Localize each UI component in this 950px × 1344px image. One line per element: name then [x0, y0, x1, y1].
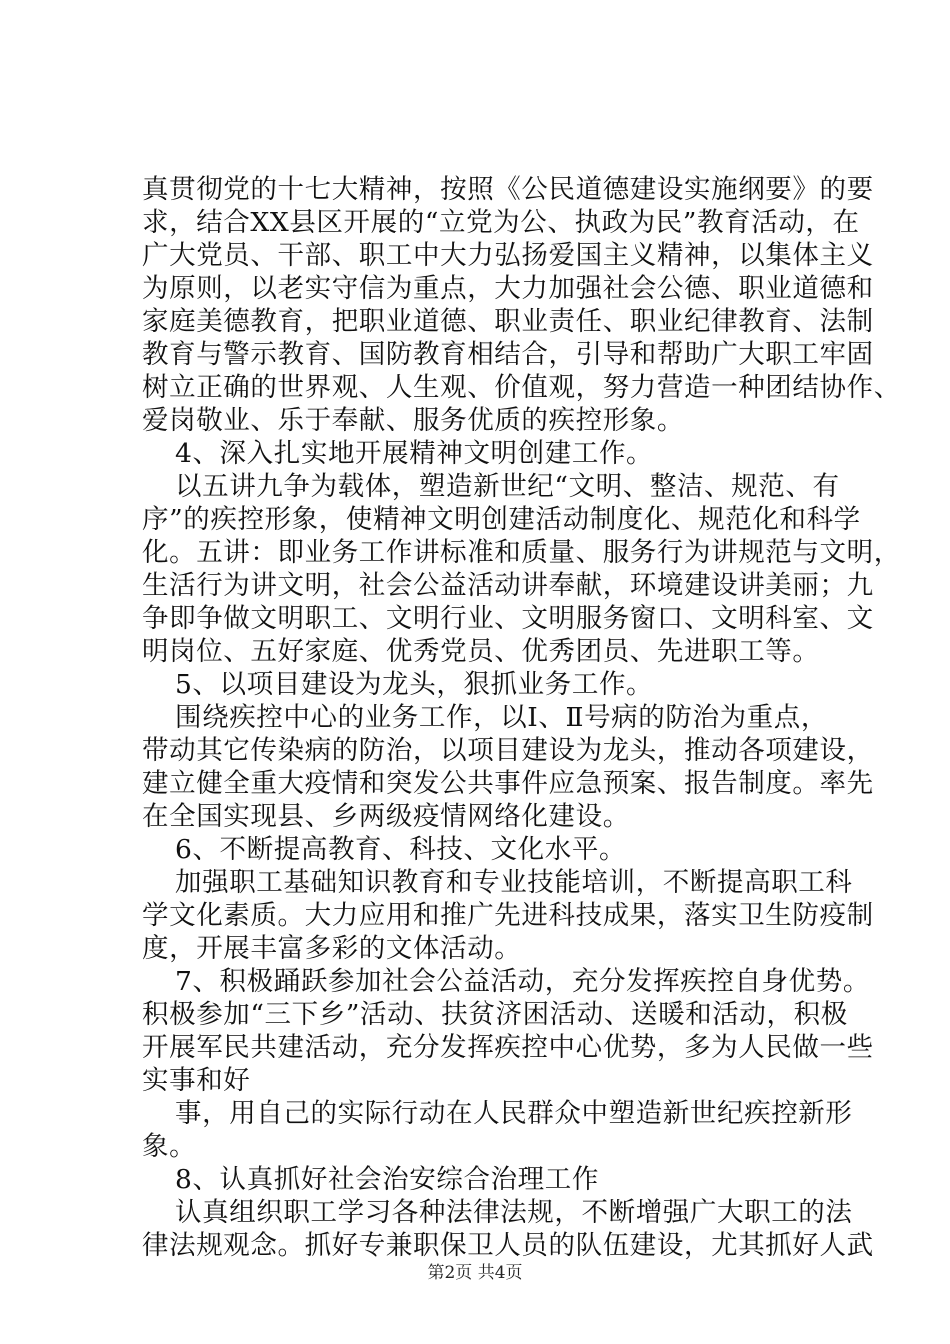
text-line: 带动其它传染病的防治，以项目建设为龙头，推动各项建设， [142, 735, 874, 766]
section-heading-6: 6、不断提高教育、科技、文化水平。 [175, 834, 627, 865]
text-line: 爱岗敬业、乐于奉献、服务优质的疾控形象。 [142, 405, 684, 436]
text-line: 度，开展丰富多彩的文体活动。 [142, 933, 522, 964]
text-line: 7、积极踊跃参加社会公益活动，充分发挥疾控自身优势。 [175, 966, 870, 997]
text-line: 广大党员、干部、职工中大力弘扬爱国主义精神，以集体主义 [142, 240, 874, 271]
text-line: 生活行为讲文明，社会公益活动讲奉献，环境建设讲美丽；九 [142, 570, 874, 601]
section-heading-8: 8、认真抓好社会治安综合治理工作 [175, 1164, 599, 1195]
text-line: 学文化素质。大力应用和推广先进科技成果，落实卫生防疫制 [142, 900, 874, 931]
section-heading-4: 4、深入扎实地开展精神文明创建工作。 [175, 438, 654, 469]
text-line: 为原则，以老实守信为重点，大力加强社会公德、职业道德和 [142, 273, 874, 304]
text-line: 建立健全重大疫情和突发公共事件应急预案、报告制度。率先 [142, 768, 874, 799]
text-line: 实事和好 [142, 1065, 251, 1096]
text-line: 律法规观念。抓好专兼职保卫人员的队伍建设，尤其抓好人武 [142, 1230, 874, 1261]
text-line: 事，用自己的实际行动在人民群众中塑造新世纪疾控新形 [175, 1098, 853, 1129]
text-line: 开展军民共建活动，充分发挥疾控中心优势，多为人民做一些 [142, 1032, 874, 1063]
text-line: 争即争做文明职工、文明行业、文明服务窗口、文明科室、文 [142, 603, 874, 634]
text-line: 加强职工基础知识教育和专业技能培训，不断提高职工科 [175, 867, 853, 898]
page-number-footer: 第2页 共4页 [427, 1263, 523, 1283]
text-line: 化。五讲：即业务工作讲标准和质量、服务行为讲规范与文明， [142, 537, 901, 568]
text-line: 树立正确的世界观、人生观、价值观，努力营造一种团结协作、 [142, 372, 901, 403]
text-line: 围绕疾控中心的业务工作，以Ⅰ、Ⅱ号病的防治为重点， [175, 702, 828, 733]
text-line: 教育与警示教育、国防教育相结合，引导和帮助广大职工牢固 [142, 339, 874, 370]
text-line: 认真组织职工学习各种法律法规，不断增强广大职工的法 [175, 1197, 853, 1228]
text-line: 象。 [142, 1131, 197, 1162]
text-line: 家庭美德教育，把职业道德、职业责任、职业纪律教育、法制 [142, 306, 874, 337]
section-heading-5: 5、以项目建设为龙头，狠抓业务工作。 [175, 669, 654, 700]
text-line: 在全国实现县、乡两级疫情网络化建设。 [142, 801, 630, 832]
text-line: 明岗位、五好家庭、优秀党员、优秀团员、先进职工等。 [142, 636, 820, 667]
text-line: 序”的疾控形象，使精神文明创建活动制度化、规范化和科学 [142, 504, 861, 535]
text-line: 积极参加“三下乡”活动、扶贫济困活动、送暖和活动，积极 [142, 999, 848, 1030]
text-line: 真贯彻党的十七大精神，按照《公民道德建设实施纲要》的要 [142, 174, 874, 205]
text-line: 求，结合XX县区开展的“立党为公、执政为民”教育活动，在 [142, 207, 860, 238]
text-line: 以五讲九争为载体，塑造新世纪“文明、整洁、规范、有 [175, 471, 840, 502]
